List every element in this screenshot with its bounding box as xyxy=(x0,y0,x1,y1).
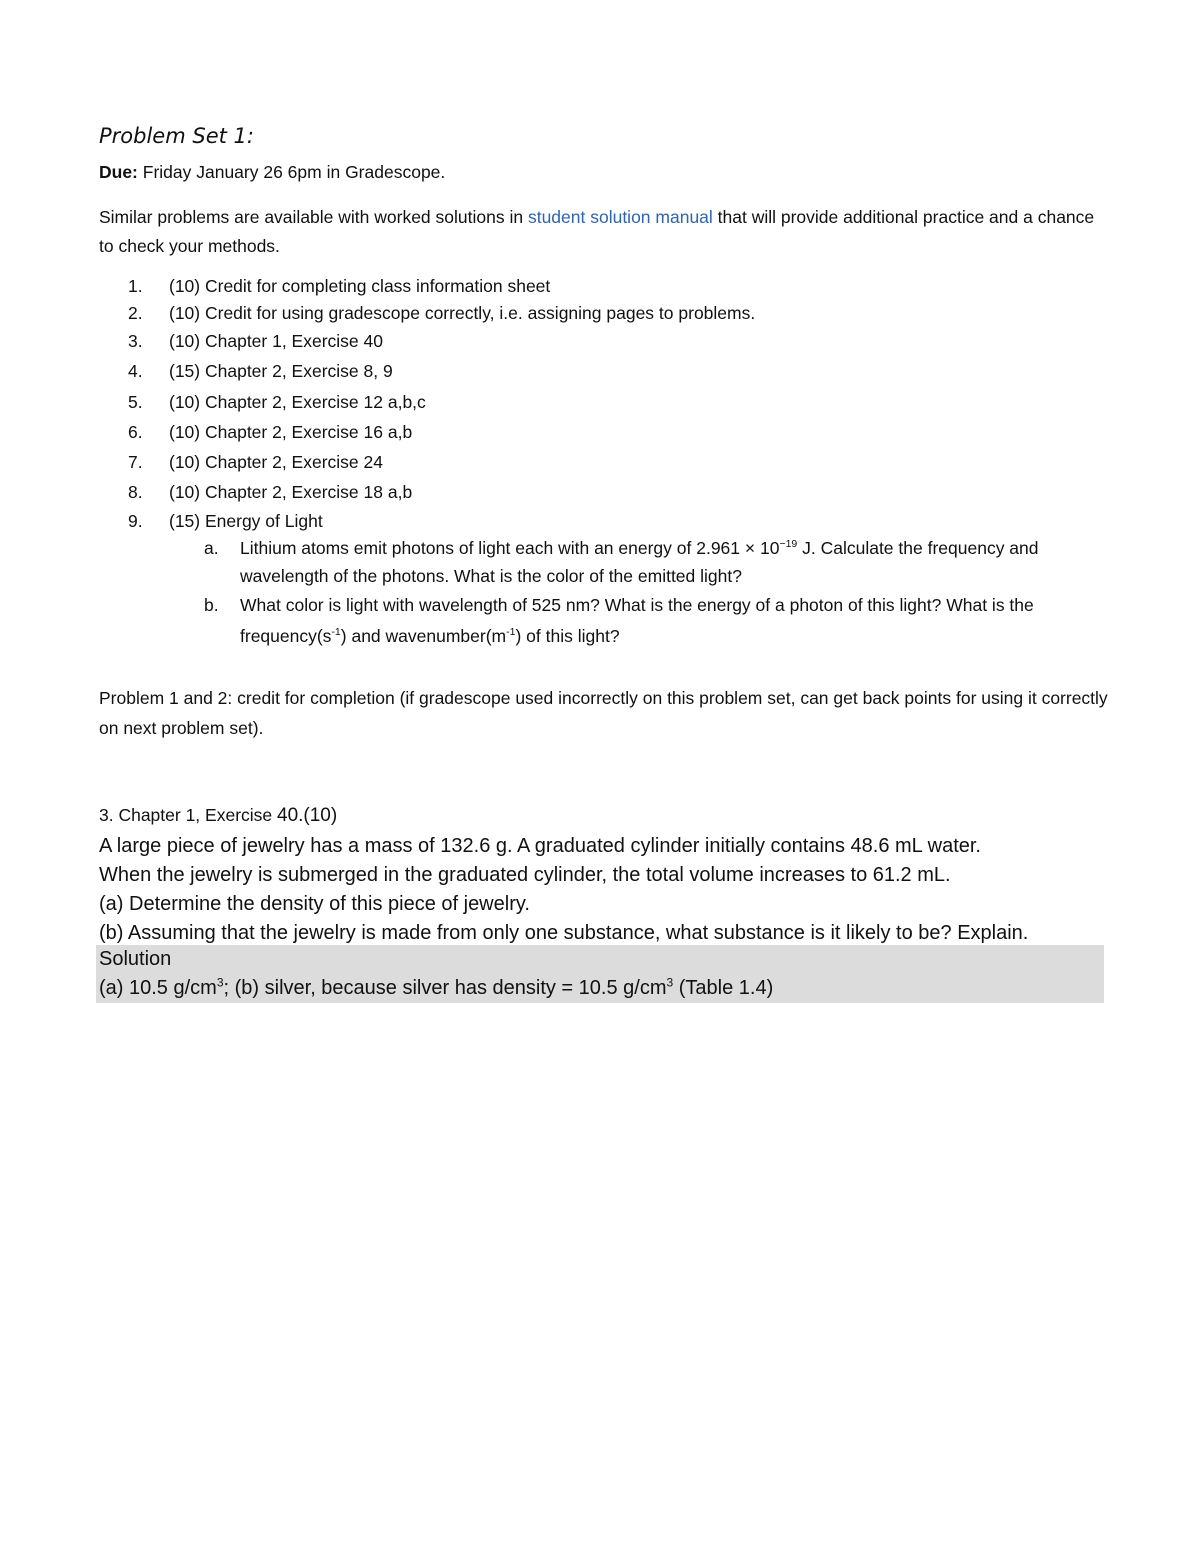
list-item-number: 6. xyxy=(128,422,143,442)
list-item-text: (15) Chapter 2, Exercise 8, 9 xyxy=(169,361,393,381)
solution-answer-part-3: (Table 1.4) xyxy=(673,977,774,999)
list-item xyxy=(128,511,323,532)
completion-note: Problem 1 and 2: credit for completion (if gradescope used incorrectly on this problem set, can get back points for using it correctly on next problem set). xyxy=(99,688,1108,738)
sub-item-b-exponent-2: -1 xyxy=(506,626,516,639)
list-item xyxy=(128,331,383,352)
list-item xyxy=(128,452,383,473)
sub-item-a-text-2: J. Calculate the frequency and wavelength of the photons. What is the color of the emitted light? xyxy=(240,538,1039,586)
sub-item-b-text-3: ) of this light? xyxy=(515,626,620,646)
list-item xyxy=(128,303,755,324)
sub-item-a-exponent: −19 xyxy=(779,538,798,551)
list-item-text: (15) Energy of Light xyxy=(169,511,323,531)
solution-exponent-1: 3 xyxy=(216,975,224,990)
list-item-text: (10) Chapter 2, Exercise 24 xyxy=(169,452,383,472)
list-item-number: 2. xyxy=(128,303,143,323)
solution-label: Solution xyxy=(99,948,172,970)
list-item-number: 7. xyxy=(128,452,143,472)
solution-answer xyxy=(99,977,773,1000)
list-item-text: (10) Chapter 2, Exercise 12 a,b,c xyxy=(169,392,426,412)
solution-exponent-2: 3 xyxy=(666,975,674,990)
due-line xyxy=(99,162,445,183)
list-item xyxy=(128,276,550,297)
sub-item-letter: a. xyxy=(204,538,219,558)
sub-item-text xyxy=(240,590,1084,652)
list-item-text: (10) Chapter 1, Exercise 40 xyxy=(169,331,383,351)
document-title: Problem Set 1: xyxy=(99,124,254,148)
list-item-number: 8. xyxy=(128,482,143,502)
list-item xyxy=(128,392,426,413)
student-solution-manual-link[interactable]: student solution manual xyxy=(527,207,713,227)
list-item xyxy=(128,361,393,382)
sub-item-a-text-1: Lithium atoms emit photons of light each with an energy of 2.961 × 10 xyxy=(240,538,780,558)
due-text: Friday January 26 6pm in Gradescope. xyxy=(137,162,446,182)
question-line: (a) Determine the density of this piece of jewelry. xyxy=(99,893,530,915)
sub-item-a xyxy=(204,534,1084,590)
intro-text-before: Similar problems are available with worked solutions in xyxy=(99,207,528,227)
question-heading-number: 40.(10) xyxy=(277,805,338,826)
list-item-number: 5. xyxy=(128,392,143,412)
solution-answer-part-1: (a) 10.5 g/cm xyxy=(99,977,217,999)
sub-item-b-text-2: ) and wavenumber(m xyxy=(340,626,507,646)
sub-item-letter: b. xyxy=(204,595,219,615)
list-item xyxy=(128,422,412,443)
intro-paragraph xyxy=(99,203,1099,261)
sub-item-text xyxy=(240,534,1084,590)
due-label: Due: xyxy=(99,162,138,182)
list-item-number: 1. xyxy=(128,276,143,296)
question-line: When the jewelry is submerged in the graduated cylinder, the total volume increases to 61.2 mL. xyxy=(99,864,951,886)
list-item-text: (10) Chapter 2, Exercise 16 a,b xyxy=(169,422,413,442)
question-line: (b) Assuming that the jewelry is made from only one substance, what substance is it likely to be? Explain. xyxy=(99,922,1029,944)
question-line: A large piece of jewelry has a mass of 132.6 g. A graduated cylinder initially contains 48.6 mL water. xyxy=(99,835,981,857)
solution-answer-part-2: ; (b) silver, because silver has density = 10.5 g/cm xyxy=(223,977,667,999)
list-item-text: (10) Credit for using gradescope correctly, i.e. assigning pages to problems. xyxy=(169,303,756,323)
list-item-text: (10) Chapter 2, Exercise 18 a,b xyxy=(169,482,413,502)
question-heading xyxy=(99,805,337,827)
sub-item-b-text-1: What color is light with wavelength of 525 nm? What is the energy of a photon of this light? What is the frequency(s xyxy=(240,595,1034,646)
sub-item-b xyxy=(204,590,1084,652)
question-heading-text: 3. Chapter 1, Exercise xyxy=(99,805,277,825)
list-item xyxy=(128,482,412,503)
list-item-number: 4. xyxy=(128,361,143,381)
list-item-number: 3. xyxy=(128,331,143,351)
list-item-text: (10) Credit for completing class information sheet xyxy=(169,276,551,296)
sub-item-b-exponent-1: -1 xyxy=(331,626,341,639)
intro-text-after: that will provide additional practice and a chance to check your methods. xyxy=(99,207,1095,256)
list-item-number: 9. xyxy=(128,511,143,531)
question-body xyxy=(99,832,1109,948)
